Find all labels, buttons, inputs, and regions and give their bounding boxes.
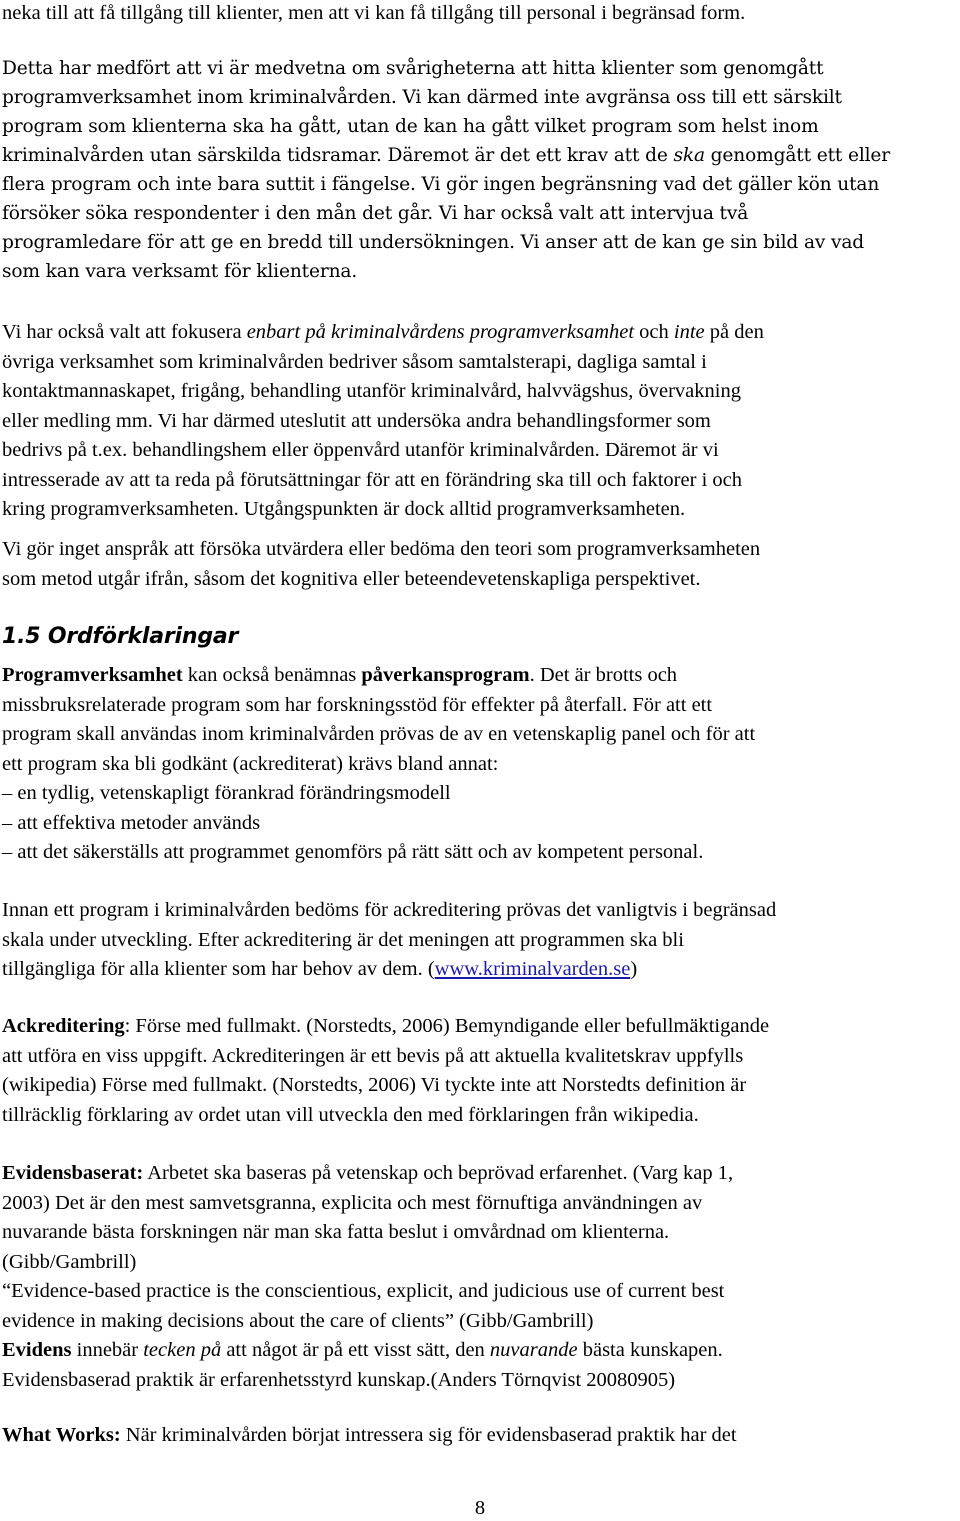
term-bold: Evidens [2, 1339, 72, 1361]
quote-line: “Evidence-based practice is the conscientious, explicit, and judicious use of current best [2, 1280, 725, 1302]
website-link[interactable]: www.kriminalvarden.se [434, 958, 631, 980]
text-line: Ackreditering: Förse med fullmakt. (Norstedts, 2006) Bemyndigande eller befullmäktigande [2, 1015, 770, 1037]
paragraph-ackreditering [2, 1012, 957, 1130]
text-line: nuvarande bästa forskningen när man ska fatta beslut i omvårdnad om klienterna. [2, 1221, 670, 1243]
text-line: kontaktmannaskapet, frigång, behandling utanför kriminalvård, halvvägshus, övervakning [2, 380, 741, 402]
text-line: Evidensbaserad praktik är erfarenhetsstyrd kunskap.(Anders Törnqvist 20080905) [2, 1368, 676, 1391]
list-item: – en tydlig, vetenskapligt förankrad förändringsmodell [2, 782, 451, 804]
text-line: Innan ett program i kriminalvården bedöms för ackreditering prövas det vanligtvis i begränsad [2, 899, 777, 921]
text-line: kring programverksamheten. Utgångspunkten är dock alltid programverksamheten. [2, 498, 686, 520]
text-line: flera program och inte bara suttit i fängelse. Vi gör ingen begränsning vad det gäller kön utan [2, 174, 880, 195]
text-line: försöker söka respondenter i den mån det går. Vi har också valt att intervjua två [2, 203, 749, 224]
text-line: What Works: När kriminalvården börjat intressera sig för evidensbaserad praktik har det [2, 1424, 737, 1446]
text-line: program skall användas inom kriminalvården prövas de av en vetenskaplig panel och för att [2, 723, 756, 745]
text-line: tillräcklig förklaring av ordet utan vill utveckla den med förklaringen från wikipedia. [2, 1103, 699, 1126]
paragraph-no-evaluation [2, 535, 957, 594]
term-bold: Programverksamhet [2, 664, 183, 686]
text-line: Evidensbaserat: Arbetet ska baseras på vetenskap och beprövad erfarenhet. (Varg kap 1, [2, 1162, 734, 1184]
paragraph-evidensbaserat [2, 1159, 957, 1395]
quote-line: evidence in making decisions about the care of clients” (Gibb/Gambrill) [2, 1309, 594, 1332]
paragraph-programverksamhet [2, 661, 957, 868]
text-line: programverksamhet inom kriminalvården. Vi kan därmed inte avgränsa oss till ett särskilt [2, 87, 842, 108]
list-item: – att effektiva metoder används [2, 811, 261, 834]
text-line: eller medling mm. Vi har därmed uteslutit att undersöka andra behandlingsformer som [2, 409, 711, 432]
paragraph-intro-fragment [2, 0, 957, 29]
text-line: program som klienterna ska ha gått, utan de kan ha gått vilket program som helst inom [2, 116, 819, 137]
term-bold: What Works: [2, 1424, 121, 1446]
paragraph-accreditation-process [2, 896, 957, 985]
text-line: Programverksamhet kan också benämnas påverkansprogram. Det är brotts och [2, 664, 678, 686]
term-bold: Ackreditering [2, 1015, 125, 1037]
emphasis-text: nuvarande [489, 1339, 578, 1361]
text-line: 2003) Det är den mest samvetsgranna, explicita och mest förnuftiga användningen av [2, 1191, 703, 1214]
text-line: Vi gör inget anspråk att försöka utvärdera eller bedöma den teori som programverksamheten [2, 538, 761, 560]
text-line: Detta har medfört att vi är medvetna om svårigheterna att hitta klienter som genomgått [2, 58, 824, 79]
text-line: kriminalvården utan särskilda tidsramar. Däremot är det ett krav att de ska genomgått ett eller [2, 145, 891, 166]
list-item: – att det säkerställs att programmet genomförs på rätt sätt och av kompetent personal. [2, 841, 704, 863]
term-bold: påverkansprogram [361, 664, 530, 686]
emphasis-text: ska [673, 145, 705, 166]
text-line: övriga verksamhet som kriminalvården bedriver såsom samtalsterapi, dagliga samtal i [2, 350, 707, 373]
text-line: som metod utgår ifrån, såsom det kognitiva eller beteendevetenskapliga perspektivet. [2, 567, 701, 590]
emphasis-text: tecken på [143, 1339, 222, 1361]
text-line: skala under utveckling. Efter ackreditering är det meningen att programmen ska bli [2, 928, 684, 951]
text-line: Vi har också valt att fokusera enbart på kriminalvårdens programverksamhet och inte på den [2, 321, 764, 343]
text-line: tillgängliga för alla klienter som har behov av dem. (www.kriminalvarden.se) [2, 958, 638, 980]
emphasis-text: inte [673, 321, 705, 343]
paragraph-delimitation-clients [2, 54, 957, 286]
text-line: intresserade av att ta reda på förutsättningar för att en förändring ska till och faktorer i och [2, 468, 742, 491]
term-bold: Evidensbaserat: [2, 1162, 144, 1184]
text-line: neka till att få tillgång till klienter, men att vi kan få tillgång till personal i begränsad form. [2, 2, 746, 24]
paragraph-what-works [2, 1421, 957, 1451]
text-line: Evidens innebär tecken på att något är på ett visst sätt, den nuvarande bästa kunskapen. [2, 1339, 723, 1361]
section-heading: 1.5 Ordförklaringar [2, 624, 239, 649]
text-line: (wikipedia) Förse med fullmakt. (Norstedts, 2006) Vi tyckte inte att Norstedts definition är [2, 1074, 747, 1096]
paragraph-focus-program [2, 318, 957, 525]
text-line: ett program ska bli godkänt (ackrediterat) krävs bland annat: [2, 752, 499, 775]
text-line: att utföra en viss uppgift. Ackrediteringen är ett bevis på att aktuella kvalitetskrav uppfylls [2, 1044, 744, 1067]
emphasis-text: enbart på kriminalvårdens programverksamhet [246, 321, 635, 343]
text-line: som kan vara verksamt för klienterna. [2, 261, 358, 282]
text-line: (Gibb/Gambrill) [2, 1250, 137, 1273]
text-line: programledare för att ge en bredd till undersökningen. Vi anser att de kan ge sin bild av vad [2, 232, 865, 253]
page-number: 8 [474, 1497, 486, 1519]
text-line: bedrivs på t.ex. behandlingshem eller öppenvård utanför kriminalvården. Däremot är vi [2, 439, 719, 461]
text-line: missbruksrelaterade program som har forskningsstöd för effekter på återfall. För att ett [2, 693, 713, 716]
